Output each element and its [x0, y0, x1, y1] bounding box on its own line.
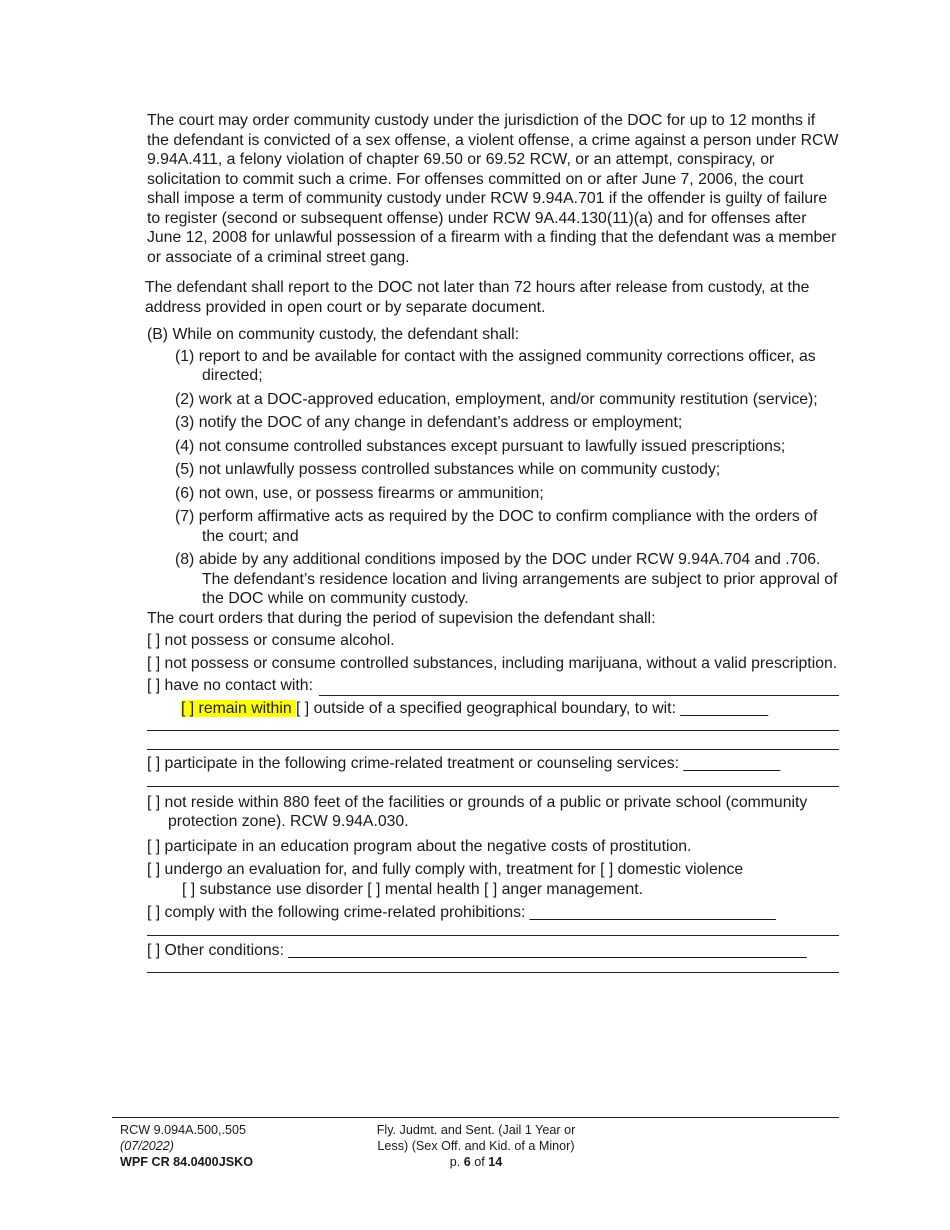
- no-contact-line[interactable]: [319, 680, 839, 696]
- footer-rcw: RCW 9.094A.500,.505: [120, 1123, 247, 1137]
- footer-center: [360, 1122, 592, 1170]
- report-paragraph: The defendant shall report to the DOC not later than 72 hours after release from custody, at the address provided in open court or by separate document.: [145, 279, 810, 316]
- condition-alcohol[interactable]: [ ] not possess or consume alcohol.: [147, 632, 395, 649]
- list-item: (6) not own, use, or possess firearms or ammunition;: [175, 484, 544, 502]
- section-b-intro: (B) While on community custody, the defendant shall:: [147, 326, 519, 343]
- orders-intro: The court orders that during the period of supevision the defendant shall:: [147, 609, 656, 627]
- list-item: (3) notify the DOC of any change in defendant’s address or employment;: [175, 414, 683, 431]
- section-b-list: [147, 347, 839, 609]
- boundary-blank-line[interactable]: [147, 730, 839, 731]
- footer-left: [120, 1122, 253, 1170]
- footer-title-line1: Fly. Judmt. and Sent. (Jail 1 Year or: [376, 1123, 576, 1137]
- condition-treatment[interactable]: [ ] participate in the following crime-related treatment or counseling services: ___________: [147, 755, 781, 772]
- footer-date: (07/2022): [120, 1139, 174, 1153]
- separator-line: [147, 749, 839, 750]
- page-number: [360, 1154, 592, 1170]
- page-of: of: [470, 1155, 489, 1169]
- remain-within-checkbox[interactable]: [ ] remain within: [181, 699, 297, 717]
- geographic-boundary-row: [181, 699, 839, 719]
- list-item: (2) work at a DOC-approved education, employment, and/or community restitution (service);: [175, 390, 818, 408]
- condition-evaluation-options[interactable]: [ ] substance use disorder [ ] mental health [ ] anger management.: [182, 880, 644, 898]
- list-item: (4) not consume controlled substances except pursuant to lawfully issued prescriptions;: [175, 437, 786, 455]
- footer-divider: [112, 1117, 839, 1118]
- list-item: (7) perform affirmative acts as required by the DOC to confirm compliance with the orders of the court; and: [175, 508, 818, 545]
- page-content: [147, 111, 839, 973]
- prohibitions-blank-line[interactable]: [147, 935, 839, 936]
- condition-evaluation[interactable]: [ ] undergo an evaluation for, and fully comply with, treatment for [ ] domestic violence: [147, 861, 744, 878]
- list-item: (5) not unlawfully possess controlled substances while on community custody;: [175, 461, 721, 478]
- footer-title-line2: Less) (Sex Off. and Kid. of a Minor): [377, 1139, 575, 1153]
- no-contact-label: [ ] have no contact with:: [147, 677, 313, 694]
- list-item: (1) report to and be available for contact with the assigned community corrections officer, as directed;: [175, 347, 816, 384]
- page-current: 6: [463, 1155, 471, 1169]
- outside-boundary-checkbox[interactable]: [ ] outside of a specified geographical boundary, to wit: __________: [296, 699, 769, 717]
- condition-prostitution-education[interactable]: [ ] participate in an education program about the negative costs of prostitution.: [147, 837, 692, 855]
- condition-prohibitions[interactable]: [ ] comply with the following crime-related prohibitions: ____________________________: [147, 904, 776, 921]
- community-custody-paragraph: The court may order community custody under the jurisdiction of the DOC for up to 12 months if the defendant is convicted of a sex offense, a violent offense, a crime against a person under RCW 9.94A.411, a felony violation of chapter 69.50 or 69.52 RCW, or an attempt, conspiracy, or solicitation to commit such a crime. For offenses committed on or after June 7, 2006, the court shall impose a term of community custody under RCW 9.94A.701 if the offender is guilty of failure to register (second or subsequent offense) under RCW 9A.44.130(11)(a) and for offenses after June 12, 2008 for unlawful possession of a firearm with a finding that the defendant was a member or associate of a criminal street gang.: [147, 112, 839, 266]
- list-item: (8) abide by any additional conditions imposed by the DOC under RCW 9.94A.704 and .706. The defendant’s residence location and living arrangements are subject to prior approval of the DOC while on community custody.: [175, 551, 838, 607]
- condition-no-contact[interactable]: [147, 676, 839, 696]
- condition-reside[interactable]: [ ] not reside within 880 feet of the facilities or grounds of a public or private school (community protection zone). RCW 9.94A.030.: [147, 793, 808, 830]
- page-total: 14: [488, 1155, 503, 1169]
- other-blank-line[interactable]: [147, 972, 839, 973]
- condition-controlled-substances[interactable]: [ ] not possess or consume controlled substances, including marijuana, without a valid prescription.: [147, 654, 838, 672]
- condition-other[interactable]: [ ] Other conditions: ___________________________________________________________: [147, 941, 807, 959]
- page-prefix: p.: [449, 1155, 464, 1169]
- footer-form-id: WPF CR 84.0400JSKO: [120, 1155, 253, 1169]
- treatment-blank-line[interactable]: [147, 786, 839, 787]
